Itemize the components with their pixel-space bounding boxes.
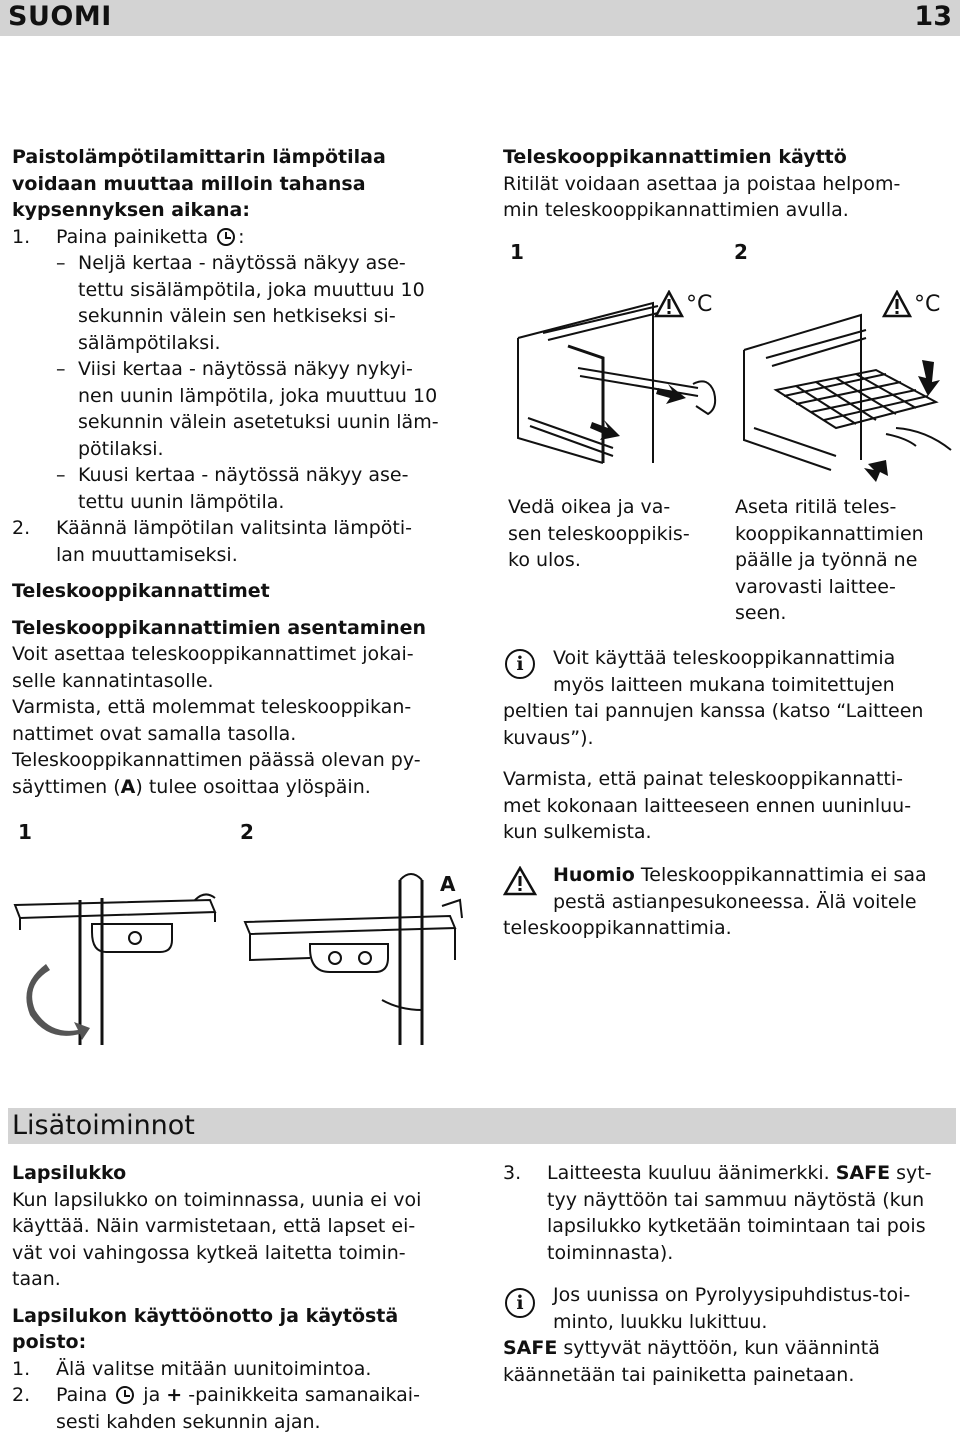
- heading-use: Teleskooppikannattimien käyttö: [503, 146, 847, 168]
- bullet-1: – Neljä kertaa - näytössä näkyy ase-: [56, 252, 406, 274]
- heading-install: Teleskooppikannattimien asentaminen: [12, 616, 427, 639]
- paragraph-line: Varmista, että molemmat teleskooppikan-: [12, 696, 412, 718]
- step-2: 2. Käännä lämpötilan valitsinta lämpöti-: [12, 517, 412, 539]
- figure-label-a: A: [440, 872, 456, 896]
- child-lock-left: Lapsilukko Kun lapsilukko on toiminnassa, uunia ei voi käyttää. Näin varmistetaan, että lapset ei- vät voi vahingossa kytkeä laitetta toimin- taan. Lapsilukon käyttöönotto ja käytöstä poisto: 1. Älä valitse mitään uunitoimintoa. 2. Paina ja + -painikkeita samanaikai- sesti kahden sekunnin ajan.: [12, 1160, 482, 1435]
- check-paragraph: Varmista, että painat teleskooppikannatti- met kokonaan laitteeseen ennen uuninluu- kun sulkemista.: [503, 768, 912, 843]
- paragraph-line: Voit asettaa teleskooppikannattimet jokai-: [12, 643, 414, 665]
- info-icon: i: [505, 649, 535, 679]
- heading-child-lock: Lapsilukko: [12, 1162, 127, 1184]
- heading-telescopic: Teleskooppikannattimet: [12, 580, 270, 602]
- temperature-unit: °C: [914, 292, 941, 317]
- bullet-3-cont: tettu uunin lämpötila.: [78, 490, 285, 513]
- paragraph-line: nattimet ovat samalla tasolla.: [12, 722, 297, 745]
- left-column-text: [12, 144, 482, 800]
- bullet-1-cont: sekunnin välein sen hetkiseksi si-: [78, 305, 396, 327]
- caption-2: Aseta ritilä teles- kooppikannattimien päälle ja työnnä ne varovasti laittee- seen.: [735, 496, 924, 624]
- intro-line: voidaan muuttaa milloin tahansa: [12, 172, 366, 195]
- bullet-2: – Viisi kertaa - näytössä näkyy nykyi-: [56, 358, 413, 380]
- figure-label-2: 2: [240, 820, 254, 844]
- pull-rails-illustration: [508, 288, 738, 478]
- paragraph-line: min teleskooppikannattimien avulla.: [503, 199, 849, 221]
- heading-child-lock-usage: Lapsilukon käyttöönotto ja käytöstä: [12, 1304, 399, 1327]
- bullet-2-cont: pötilaksi.: [78, 437, 164, 460]
- figure-label-1: 1: [18, 820, 32, 844]
- step-2-cont: lan muuttamiseksi.: [56, 543, 238, 566]
- heading-child-lock-usage: poisto:: [12, 1331, 87, 1353]
- intro-line: Paistolämpötilamittarin lämpötilaa: [12, 146, 386, 168]
- paragraph-line: säyttimen (A) tulee osoittaa ylöspäin.: [12, 775, 371, 798]
- page-number: 13: [914, 1, 952, 32]
- clock-icon: [217, 228, 235, 246]
- bullet-1-cont: sälämpötilaksi.: [78, 331, 221, 354]
- header-language: SUOMI: [8, 1, 112, 32]
- intro-line: kypsennyksen aikana:: [12, 199, 250, 221]
- section-title: Lisätoiminnot: [12, 1110, 195, 1141]
- child-lock-right: 3. Laitteesta kuuluu äänimerkki. SAFE syt- tyy näyttöön tai sammuu näytöstä (kun lapsilukko kytketään toimintaan tai pois toiminnasta).: [503, 1160, 958, 1266]
- place-rack-illustration: [736, 310, 958, 490]
- warning-note: Huomio Teleskooppikannattimia ei saa pestä astianpesukoneessa. Älä voitele teleskooppikannattimia.: [503, 864, 927, 939]
- paragraph-line: Teleskooppikannattimen päässä olevan py-: [12, 749, 421, 771]
- step-1: 1. Paina painiketta :: [12, 225, 245, 248]
- pyrolysis-note: Jos uunissa on Pyrolyysipuhdistus-toi- minto, luukku lukittuu. SAFE syttyvät näyttöön, kun väännintä käännetään tai painiketta painetaan.: [503, 1284, 911, 1386]
- info-icon: i: [505, 1288, 535, 1318]
- figure-label-2: 2: [734, 240, 748, 264]
- right-column-top: [503, 144, 958, 224]
- header-bar: [0, 0, 960, 36]
- rail-install-illustration: [10, 860, 480, 1050]
- bullet-2-cont: sekunnin välein asetetuksi uunin läm-: [78, 411, 439, 433]
- lock-step-2: 2. Paina ja + -painikkeita samanaikai-: [12, 1384, 420, 1406]
- bullet-1-cont: tettu sisälämpötila, joka muuttuu 10: [78, 278, 425, 301]
- lock-step-1: 1. Älä valitse mitään uunitoimintoa.: [12, 1357, 372, 1380]
- clock-icon: [116, 1386, 134, 1404]
- caption-1: Vedä oikea ja va- sen teleskooppikis- ko ulos.: [508, 496, 690, 571]
- paragraph-line: selle kannatintasolle.: [12, 669, 214, 692]
- paragraph-line: Ritilät voidaan asettaa ja poistaa helpom-: [503, 172, 901, 195]
- lock-step-3: 3. Laitteesta kuuluu äänimerkki. SAFE syt-: [503, 1162, 932, 1184]
- info-note: Voit käyttää teleskooppikannattimia myös laitteen mukana toimitettujen peltien tai pannujen kanssa (katso “Laitteen kuvaus”).: [503, 647, 924, 749]
- figure-label-1: 1: [510, 240, 524, 264]
- bullet-3: – Kuusi kertaa - näytössä näkyy ase-: [56, 464, 409, 486]
- temperature-unit: °C: [686, 292, 713, 317]
- bullet-2-cont: nen uunin lämpötila, joka muuttuu 10: [78, 384, 438, 407]
